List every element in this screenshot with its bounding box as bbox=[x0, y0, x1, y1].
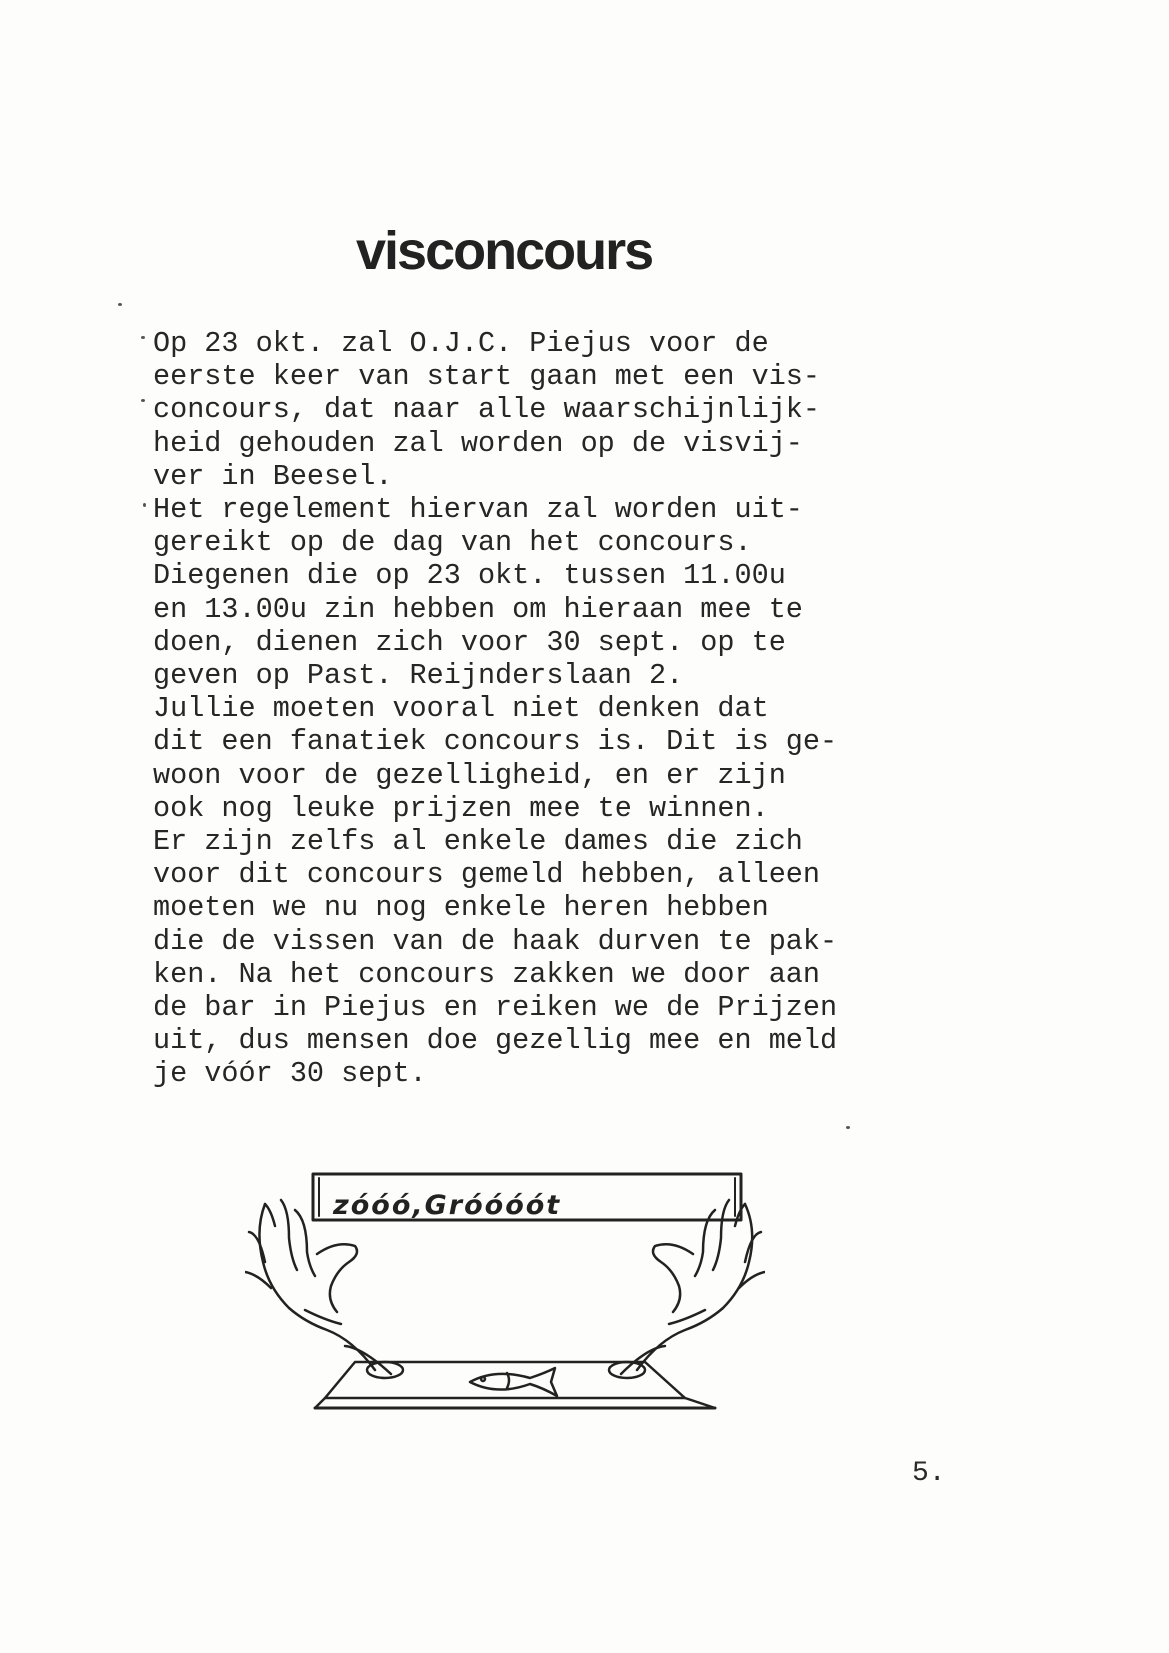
article-title: visconcours bbox=[356, 221, 653, 281]
page-number: 5. bbox=[912, 1458, 946, 1489]
scan-speck bbox=[118, 303, 122, 306]
scan-speck bbox=[141, 336, 145, 339]
sign-text: zóóó,Gróóóót bbox=[333, 1190, 562, 1221]
scan-speck bbox=[143, 503, 146, 507]
article-body: Op 23 okt. zal O.J.C. Piejus voor de eerste keer van start gaan met een vis- concours, dat naar alle waarschijnlijk- heid gehouden zal worden op de visvij- ver in Beesel. Het regelement hiervan zal worden uit- gereikt op de dag van het concours. Diegenen die op 23 okt. tussen 11.00u en 13.00u zin hebben om hieraan mee te doen, dienen zich voor 30 sept. op te geven op Past. Reijnderslaan 2. Jullie moeten vooral niet denken dat dit een fanatiek concours is. Dit is ge- woon voor de gezelligheid, en er zijn ook nog leuke prijzen mee te winnen. Er zijn zelfs al enkele dames die zich voor dit concours gemeld hebben, alleen moeten we nu nog enkele heren hebben die de vissen van de haak durven te pak- ken. Na het concours zakken we door aan de bar in Piejus en reiken we de Prijzen uit, dus mensen doe gezellig mee en meld je vóór 30 sept. bbox=[153, 327, 838, 1091]
scan-speck bbox=[141, 399, 145, 402]
fish-icon bbox=[470, 1368, 557, 1396]
left-hand-icon bbox=[245, 1200, 403, 1378]
right-hand-icon bbox=[609, 1200, 765, 1378]
scan-speck bbox=[846, 1126, 850, 1129]
